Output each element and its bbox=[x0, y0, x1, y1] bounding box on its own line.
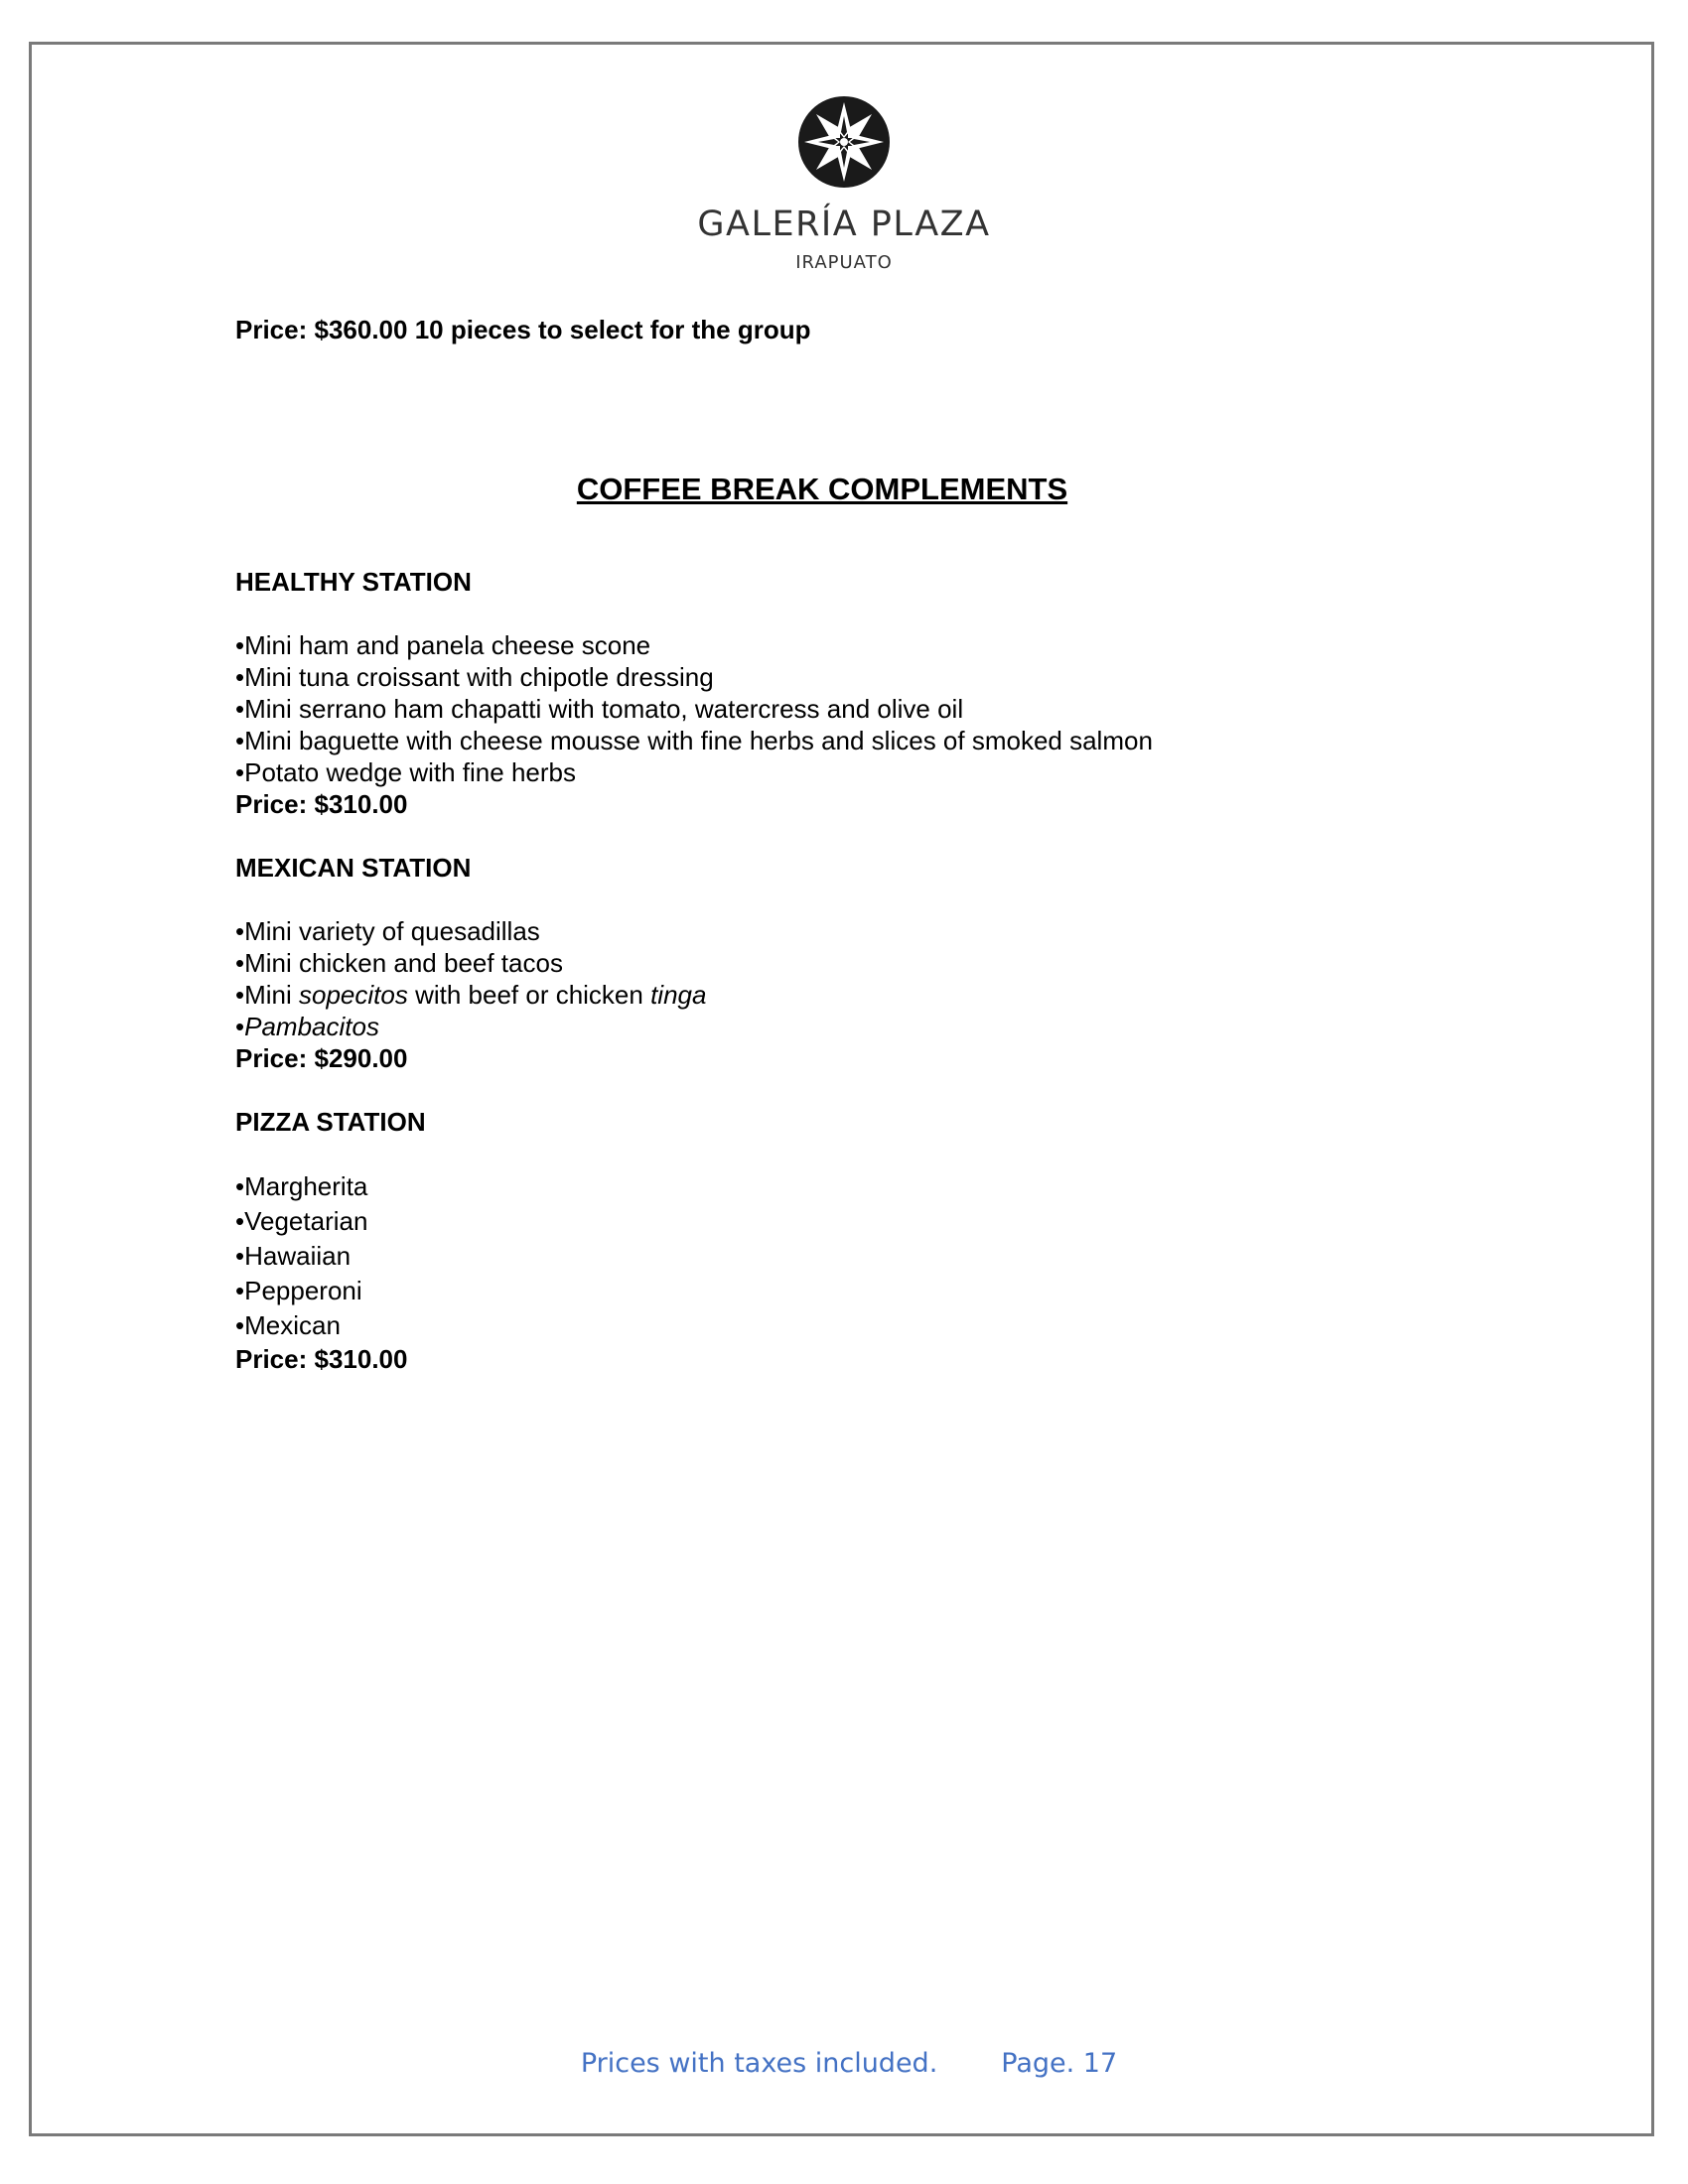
station-title: MEXICAN STATION bbox=[235, 853, 472, 883]
item-emphasis: tinga bbox=[650, 980, 707, 1010]
station-price: Price: $310.00 bbox=[235, 1344, 408, 1374]
mexican-station bbox=[235, 852, 1467, 1074]
footer-note: Prices with taxes included. bbox=[580, 2048, 938, 2079]
list-item: •Potato wedge with fine herbs bbox=[235, 757, 576, 787]
station-title: PIZZA STATION bbox=[235, 1107, 426, 1137]
list-item: •Mini chicken and beef tacos bbox=[235, 948, 563, 978]
healthy-station bbox=[235, 566, 1467, 820]
logo-name: GALERÍA PLAZA bbox=[697, 205, 991, 244]
list-item: •Margherita bbox=[235, 1171, 368, 1201]
footer bbox=[0, 2048, 1688, 2079]
list-item: •Hawaiian bbox=[235, 1241, 352, 1271]
menu-content bbox=[235, 314, 1467, 1375]
list-item: •Vegetarian bbox=[235, 1206, 368, 1236]
logo-city: IRAPUATO bbox=[795, 252, 893, 273]
compass-star-logo-icon bbox=[796, 94, 892, 190]
list-item: •Mini variety of quesadillas bbox=[235, 916, 540, 946]
logo bbox=[0, 94, 1688, 272]
list-item: •Mini baguette with cheese mousse with fine herbs and slices of smoked salmon bbox=[235, 726, 1153, 755]
station-title: HEALTHY STATION bbox=[235, 567, 472, 597]
item-emphasis: Pambacitos bbox=[244, 1012, 379, 1041]
item-text: •Mini bbox=[235, 980, 299, 1010]
list-item: •Mexican bbox=[235, 1310, 341, 1340]
pizza-station bbox=[235, 1106, 1467, 1375]
list-item bbox=[235, 979, 1467, 1011]
page-number: Page. 17 bbox=[1001, 2048, 1118, 2079]
section-title: COFFEE BREAK COMPLEMENTS bbox=[576, 472, 1068, 506]
list-item: •Mini tuna croissant with chipotle dressing bbox=[235, 662, 714, 692]
item-emphasis: sopecitos bbox=[299, 980, 408, 1010]
top-price: Price: $360.00 10 pieces to select for the group bbox=[235, 315, 811, 344]
item-text: with beef or chicken bbox=[407, 980, 651, 1010]
station-price: Price: $290.00 bbox=[235, 1043, 408, 1073]
list-item bbox=[235, 1011, 1467, 1042]
list-item: •Mini ham and panela cheese scone bbox=[235, 630, 651, 660]
item-text: • bbox=[235, 1012, 245, 1041]
station-price: Price: $310.00 bbox=[235, 789, 408, 819]
list-item: •Pepperoni bbox=[235, 1276, 362, 1305]
list-item: •Mini serrano ham chapatti with tomato, watercress and olive oil bbox=[235, 694, 964, 724]
